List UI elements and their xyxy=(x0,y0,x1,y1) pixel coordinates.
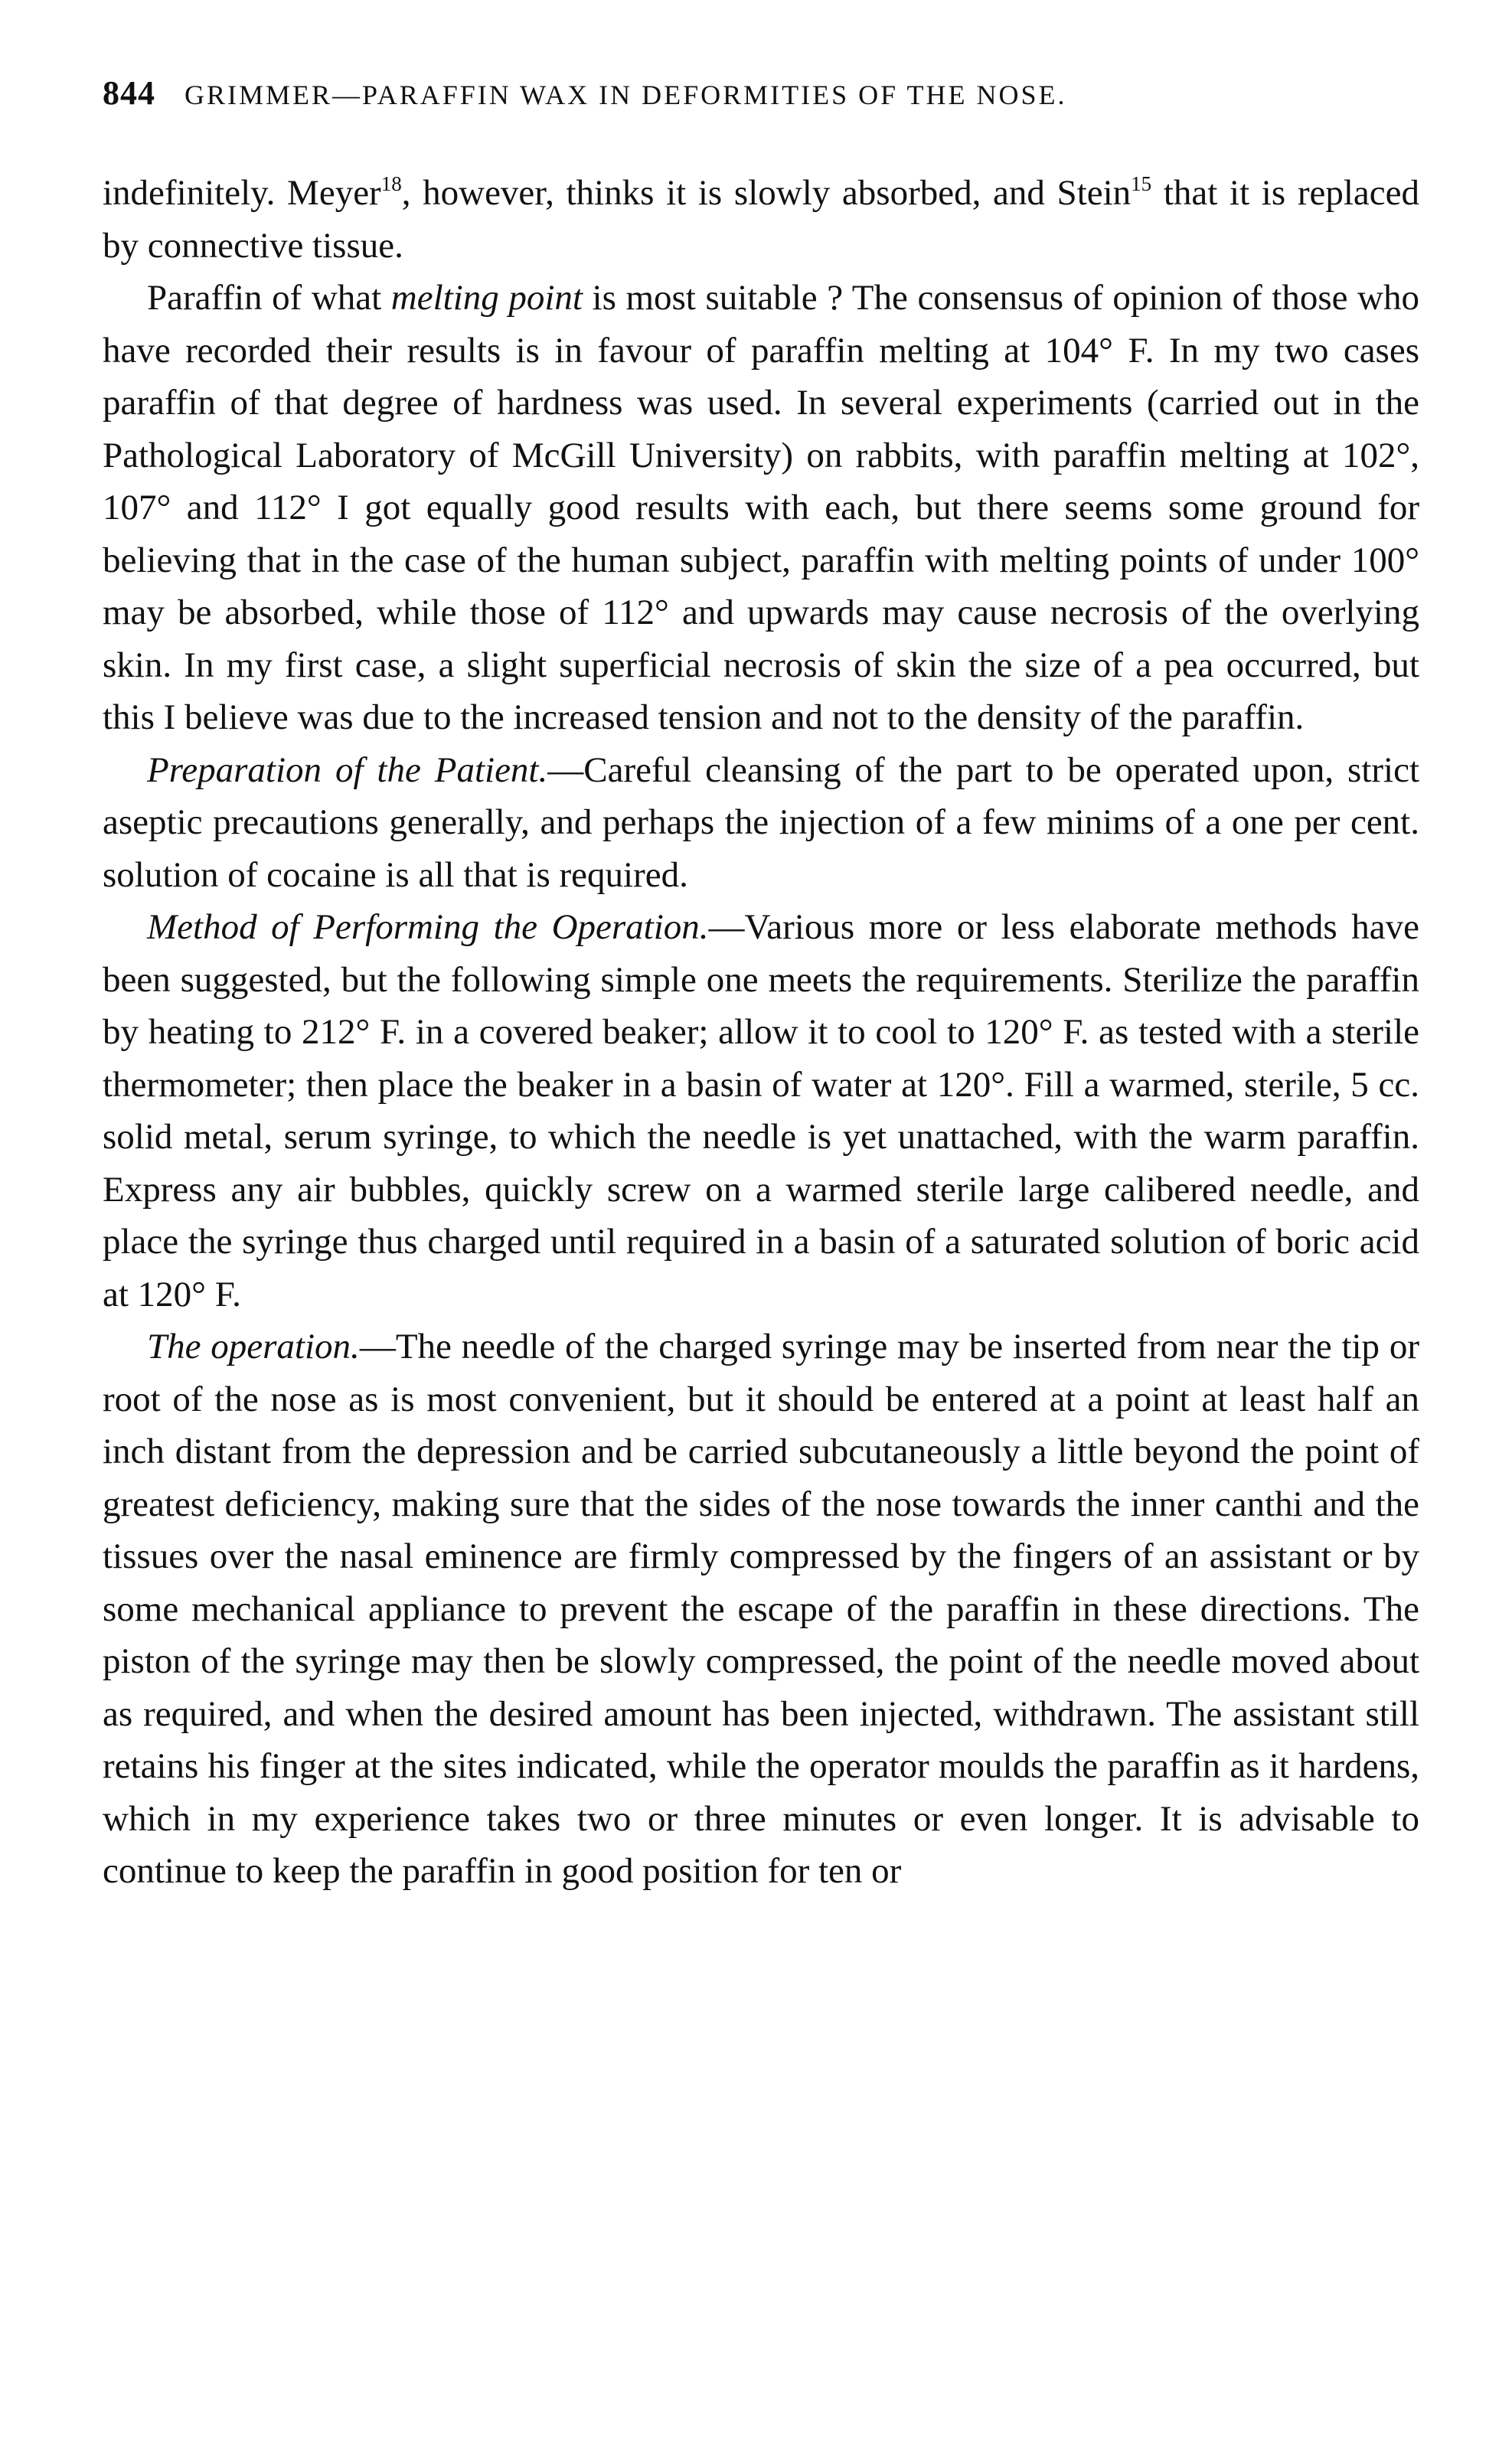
paragraph-method xyxy=(103,901,1419,1321)
paragraph-preparation xyxy=(103,744,1419,902)
book-page xyxy=(103,73,1419,1898)
body-text xyxy=(103,167,1419,1898)
text-segment: indefinitely. Meyer xyxy=(103,173,381,213)
text-segment: —Careful cleansing of the part to be operated upon, strict aseptic precautions generally, and perhaps the injection of a few minims of a one per cent. solution of cocaine is all that is required. xyxy=(103,749,1419,895)
text-segment: is most suitable ? The consensus of opinion of those who have recorded their results is in favour of paraffin melting at 104° F. In my two cases paraffin of that degree of hardness was used. In several experiments (carried out in the Pathological Laboratory of McGill University) on rabbits, with paraffin melting at 102°, 107° and 112° I got equally good results with each, but there seems some ground for believing that in the case of the human subject, paraffin with melting points of under 100° may be absorbed, while those of 112° and upwards may cause necrosis of the overlying skin. In my first case, a slight superficial necrosis of skin the size of a pea occurred, but this I believe was due to the increased tension and not to the density of the paraffin. xyxy=(103,278,1419,737)
paragraph-operation xyxy=(103,1321,1419,1898)
text-segment: that it is replaced by connective tissue. xyxy=(103,173,1419,266)
italic-term: melting point xyxy=(390,278,583,318)
text-segment: —Various more or less elaborate methods have been suggested, but the following simple one meets the requirements. Sterilize the paraffin by heating to 212° F. in a covered beaker; allow it to cool to 120° F. as tested with a sterile thermometer; then place the beaker in a basin of water at 120°. Fill a warmed, sterile, 5 cc. solid metal, serum syringe, to which the needle is yet unattached, with the warm paraffin. Express any air bubbles, quickly screw on a warmed sterile large calibered needle, and place the syringe thus charged until required in a basin of a saturated solution of boric acid at 120° F. xyxy=(103,907,1420,1314)
footnote-reference: 18 xyxy=(380,172,402,195)
text-segment: Paraffin of what xyxy=(147,278,391,318)
text-segment: , however, thinks it is slowly absorbed, and Stein xyxy=(401,173,1132,213)
paragraph-absorption xyxy=(103,167,1419,272)
section-heading-operation: The operation. xyxy=(147,1327,360,1366)
page-number: 844 xyxy=(103,74,155,112)
running-header xyxy=(103,73,1419,135)
section-heading-preparation: Preparation of the Patient. xyxy=(147,749,548,790)
paragraph-melting-point xyxy=(103,272,1419,744)
footnote-reference: 15 xyxy=(1131,172,1152,195)
text-segment: —The needle of the charged syringe may be inserted from near the tip or root of the nose as is most convenient, but it should be entered at a point at least half an inch distant from the depression and be carried subcutaneously a little beyond the point of greatest deficiency, making sure that the sides of the nose towards the inner canthi and the tissues over the nasal eminence are firmly compressed by the fingers of an assistant or by some mechanical appliance to prevent the escape of the paraffin in these directions. The piston of the syringe may then be slowly compressed, the point of the needle moved about as required, and when the desired amount has been injected, withdrawn. The assistant still retains his finger at the sites indicated, while the operator moulds the paraffin as it hardens, which in my experience takes two or three minutes or even longer. It is advisable to continue to keep the paraffin in good position for ten or xyxy=(103,1327,1419,1891)
running-title: GRIMMER—PARAFFIN WAX IN DEFORMITIES OF THE NOSE. xyxy=(185,80,1067,110)
section-heading-method: Method of Performing the Operation. xyxy=(147,907,709,947)
